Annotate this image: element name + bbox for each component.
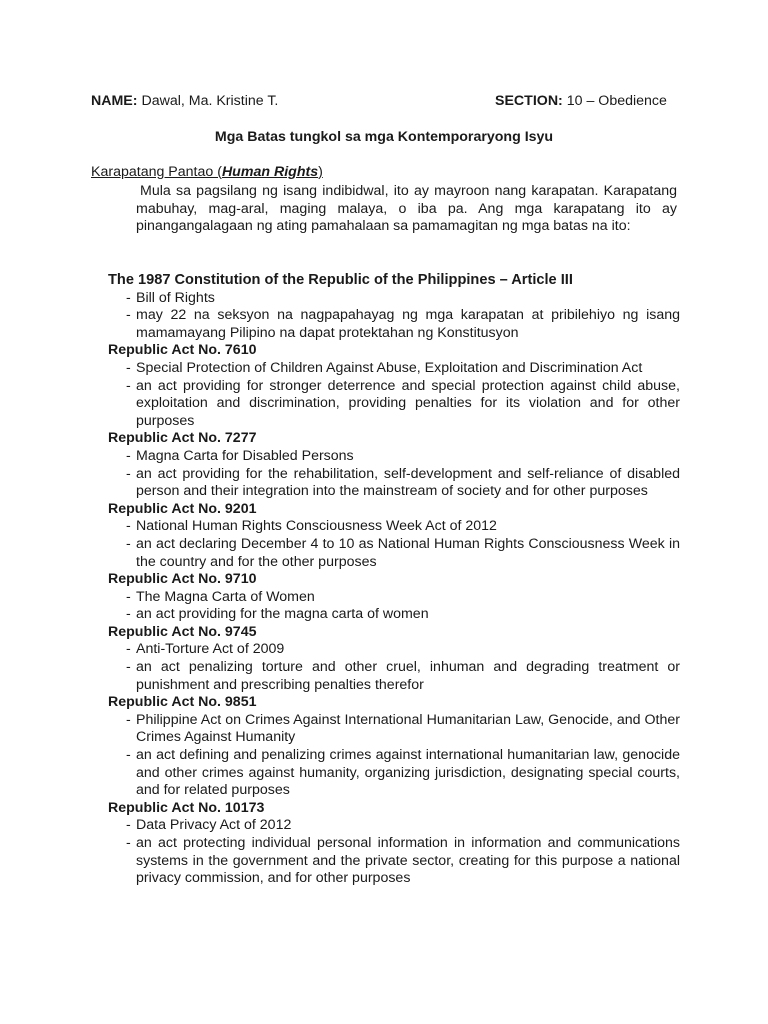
law-block: [108, 571, 680, 624]
bullet-dash: -: [126, 447, 131, 464]
law-item: [108, 536, 680, 571]
bullet-dash: -: [126, 307, 131, 324]
law-item-text: an act protecting individual personal information in information and communications systems in the government and the private sector, creating for this purpose a national privacy commission, and for other purposes: [136, 835, 680, 887]
bullet-dash: -: [126, 465, 131, 482]
law-title: Republic Act No. 9201: [108, 500, 257, 517]
law-block: [108, 694, 680, 800]
law-title: Republic Act No. 9851: [108, 694, 257, 711]
intro-heading-text: Karapatang Pantao (: [91, 164, 222, 180]
bullet-dash: -: [126, 835, 131, 851]
law-item-text: Bill of Rights: [136, 289, 215, 306]
intro-heading: [91, 164, 323, 182]
law-item: [108, 817, 680, 835]
law-item-text: an act penalizing torture and other cruel, inhuman and degrading treatment or punishment and prescribing penalties therefor: [136, 659, 680, 693]
bullet-dash: -: [126, 377, 131, 394]
law-item-text: Magna Carta for Disabled Persons: [136, 447, 354, 464]
law-block: [108, 342, 680, 430]
law-item-text: an act providing for the rehabilitation, self-development and self-reliance of disabled person and their integration into the mainstream of society and for other purposes: [136, 465, 680, 500]
laws-list: [108, 272, 680, 888]
law-item-text: Philippine Act on Crimes Against International Humanitarian Law, Genocide, and Other Crimes Against Humanity: [136, 711, 680, 746]
bullet-dash: -: [126, 588, 131, 605]
bullet-dash: -: [126, 641, 131, 658]
law-item: [108, 518, 680, 536]
law-item-text: Special Protection of Children Against Abuse, Exploitation and Discrimination Act: [136, 359, 643, 376]
law-item: [108, 747, 680, 800]
law-item-text: an act defining and penalizing crimes against international humanitarian law, genocide and other crimes against humanity, organizing jurisdiction, designating special courts, and for related purposes: [136, 747, 680, 799]
law-title: Republic Act No. 10173: [108, 799, 265, 816]
law-title: The 1987 Constitution of the Republic of the Philippines – Article III: [108, 272, 573, 288]
law-item-text: Data Privacy Act of 2012: [136, 817, 292, 834]
law-item-text: may 22 na seksyon na nagpapahayag ng mga karapatan at pribilehiyo ng isang mamamayang Pilipino na dapat protektahan ng Konstitusyon: [136, 307, 680, 341]
student-name: [91, 93, 278, 111]
intro-heading-close: ): [318, 164, 323, 180]
name-value: Dawal, Ma. Kristine T.: [137, 93, 279, 109]
bullet-dash: -: [126, 518, 131, 535]
name-label: NAME:: [91, 93, 138, 109]
header-row: [91, 93, 677, 111]
law-block: [108, 800, 680, 888]
student-section: [495, 93, 667, 111]
law-item-text: Anti-Torture Act of 2009: [136, 641, 285, 658]
law-item: [108, 360, 680, 378]
bullet-dash: -: [126, 606, 131, 623]
section-label: SECTION:: [495, 93, 563, 109]
section-value: 10 – Obedience: [562, 93, 667, 109]
bullet-dash: -: [126, 359, 131, 376]
law-item: [108, 589, 680, 607]
law-item-text: an act declaring December 4 to 10 as National Human Rights Consciousness Week in the country and for the other purposes: [136, 535, 680, 570]
law-title: Republic Act No. 7277: [108, 430, 257, 447]
document-title: Mga Batas tungkol sa mga Kontemporaryong Isyu: [214, 129, 554, 145]
law-item: [108, 641, 680, 659]
law-title: Republic Act No. 9710: [108, 571, 257, 588]
bullet-dash: -: [126, 711, 131, 728]
law-item: [108, 712, 680, 747]
bullet-dash: -: [126, 535, 131, 552]
bullet-dash: -: [126, 659, 131, 676]
intro-paragraph: Mula sa pagsilang ng isang indibidwal, ito ay mayroon nang karapatan. Karapatang mabuhay, mag-aral, maging malaya, o iba pa. Ang mga karapatang ito ay pinangangalagaan ng ating pamahalaan sa pamamagitan ng mga batas na ito:: [136, 183, 677, 235]
law-item: [108, 466, 680, 501]
law-item: [108, 290, 680, 308]
law-block: [108, 501, 680, 571]
law-title: Republic Act No. 7610: [108, 342, 257, 359]
law-item: [108, 378, 680, 431]
law-block: [108, 430, 680, 500]
law-item-text: an act providing for stronger deterrence and special protection against child abuse, exploitation and discrimination, providing penalties for its violation and for other purposes: [136, 377, 680, 429]
law-title: Republic Act No. 9745: [108, 623, 257, 640]
law-item: [108, 307, 680, 342]
law-item: [108, 659, 680, 694]
bullet-dash: -: [126, 747, 131, 764]
bullet-dash: -: [126, 817, 131, 834]
law-item: [108, 835, 680, 888]
intro-heading-italic: Human Rights: [221, 164, 319, 180]
law-block: [108, 272, 680, 342]
law-item-text: an act providing for the magna carta of women: [136, 606, 429, 623]
law-item: [108, 606, 680, 624]
law-item-text: National Human Rights Consciousness Week Act of 2012: [136, 518, 497, 535]
law-item-text: The Magna Carta of Women: [136, 588, 315, 605]
law-item: [108, 448, 680, 466]
law-block: [108, 624, 680, 694]
bullet-dash: -: [126, 289, 131, 306]
